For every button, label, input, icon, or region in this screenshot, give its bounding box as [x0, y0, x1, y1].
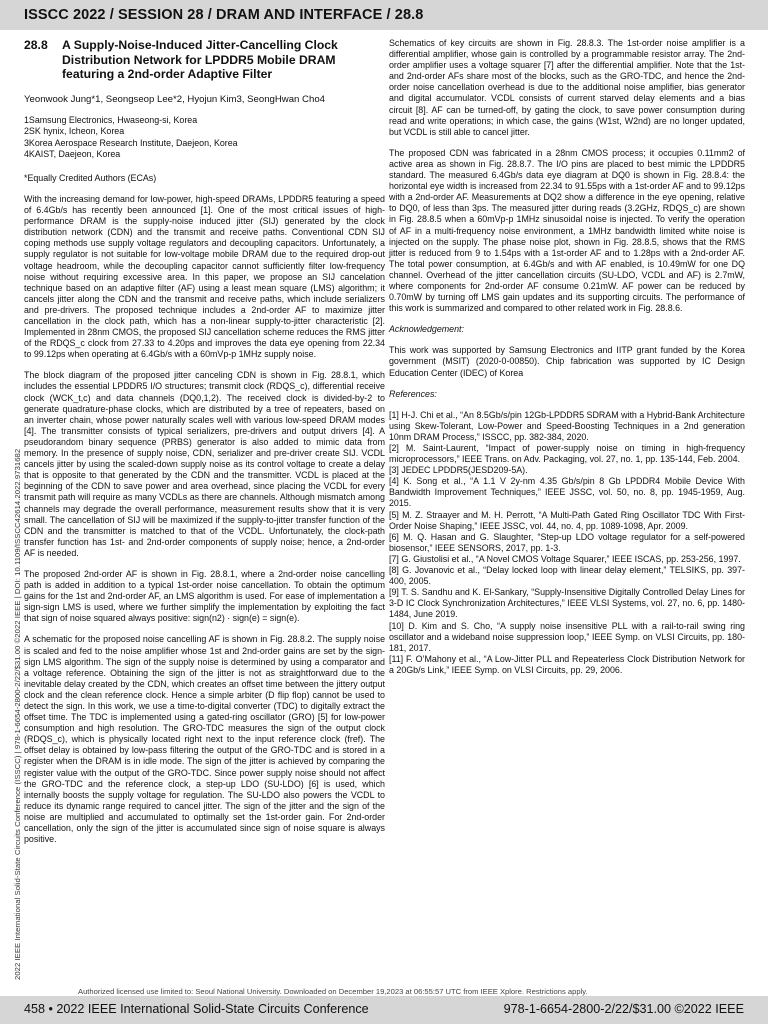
body-paragraph: A schematic for the proposed noise cancelling AF is shown in Fig. 28.8.2. The supply noise is scaled and fed to the noise amplifier whose 1st and 2nd-order gains are set by the sign-sign LMS algorithm. The sign of the supply noise is determined by using a comparator and a voltage reference. Obtaining the sign of the jitter is not as straightforward due to the inevitable delay created by the CDN, which creates an offset time between the jittery output clock and the clean reference clock. Hence a simple arbiter (D flip flop) cannot be used to detect the sign. In this work, we use a time-to-digital converter (TDC) to digitally extract the offset time. The TDC is implemented using a gated-ring oscillator (GRO) [5] for low-power consumption and high resolution. The GRO-TDC measures the sign of the output clock (RDQS_c), which is physically located right next to the input reference clock (fref). The offset delay is obtained by low-pass filtering the output of the GRO-TDC and is stored in a register when the DRAM is in idle mode. The sign of the jitter is achieved by comparing the register value with the output of the GRO-TDC. Since power supply noise should not affect the GRO-TDC and the reference clock, a step-up LDO (SU-LDO) [6] is used, which internally boosts the supply voltage for regulation. The SU-LDO also powers the VCDL to reduce its dynamic range required to cancel jitter. The sign of the jitter and the sign of the noise are multiplied and accumulated to optimally set the 1st-order gain. For 2nd-order cancellation, only the sign of the jitter is accumulated since sign of noise square is always positive. [24, 634, 385, 845]
acknowledgement-heading: Acknowledgement: [389, 324, 464, 335]
references-heading: References: [389, 388, 437, 399]
reference-item: [7] G. Giustolisi et al., “A Novel CMOS Voltage Squarer,” IEEE ISCAS, pp. 253-256, 1997. [389, 553, 741, 564]
license-notice: Authorized licensed use limited to: Seoul National University. Downloaded on December 19,2023 at 06:55:57 UTC from IEEE Xplore. Restrictions apply. [78, 987, 588, 996]
paper-title-block [24, 38, 385, 82]
reference-item: [8] G. Jovanovic et al., “Delay locked loop with linear delay element,” TELSIKS, pp. 397-400, 2005. [389, 565, 745, 587]
footer-right-text: 978-1-6654-2800-2/22/$31.00 ©2022 IEEE [503, 1002, 744, 1016]
paper-title: A Supply-Noise-Induced Jitter-Cancelling Clock Distribution Network for LPDDR5 Mobile DRAM featuring a 2nd-order Adaptive Filter [62, 38, 338, 82]
affiliation-4: 4KAIST, Daejeon, Korea [24, 149, 121, 160]
references-list [389, 410, 745, 676]
body-paragraph: With the increasing demand for low-power, high-speed DRAMs, LPDDR5 featuring a speed of 6.4Gb/s has recently been announced [1]. One of the most critical issues of high-performance DRAM is the supply-noise induced jitter (SIJ) generated by the clock distribution network (CDN) and the transmit and receive paths. Conventional CDN SIJ coping methods use supply voltage regulators and decoupling capacitors. Unfortunately, a supply regulator is not suitable for low-voltage mobile DRAM due to the required drop-out voltage headroom, while the decoupling capacitor cannot sufficiently filter low-frequency noise without requiring excessive area. In this paper, we propose an SIJ cancelation technique based on an adaptive filter (AF) using a least mean square (LMS) algorithm; it cancels jitter along the CDN and the transmit and receive paths, which include serializers and pre-drivers. The proposed technique includes a 2nd-order AF to maximize jitter cancellation in the clock path, which has a non-linear supply-to-jitter characteristic [2]. Implemented in 28nm CMOS, the proposed SIJ cancellation scheme reduces the RMS jitter of the RDQS_c clock from 27.33 to 4.20ps and improves the data eye opening from 22.34 to 99.12ps when operating at 6.4Gb/s with a 60mVp-p 1MHz supply noise. [24, 193, 385, 360]
reference-item: [3] JEDEC LPDDR5(JESD209-5A). [389, 465, 528, 476]
page-footer [0, 996, 768, 1024]
page-header [0, 0, 768, 30]
paper-authors: Yeonwook Jung*1, Seongseop Lee*2, Hyojun Kim3, SeongHwan Cho4 [24, 93, 325, 105]
reference-item: [6] M. Q. Hasan and G. Slaughter, “Step-up LDO voltage regulator for a self-powered biosensor,” IEEE SENSORS, 2017, pp. 1-3. [389, 531, 745, 553]
body-paragraph: The block diagram of the proposed jitter canceling CDN is shown in Fig. 28.8.1, which includes the essential LPDDR5 I/O structures; transmit clock (RDQS_c), differential receive clock (WCK_t,c) and data channels (DQ0,1,2). The received clock is divided-by-2 to generate quadrature-phase clocks, which are distributed by a tree of repeaters, based on an inverter chain, whose power naturally scales well with various low-speed DRAM modes [4]. The transmitter consists of typical serializers, pre-drivers and output drivers [4]. A pseudorandom binary sequence (PRBS) generator is also added to mimic data from memory. In the presence of supply noise, CDN, serializer and pre-driver create SIJ. VCDL cancels jitter by using the scaled-down supply noise as its control voltage to create a delay that is opposite to that generated by the CDN and the transmitter. VCDL is placed at the beginning of the CDN to save power and area overhead, since placing the VCDL for every transmit path will require as many VCDLs as there are channels. Although mismatch among channels may degrade the overall performance, measurement results show that it is very small. The cancellation of SIJ will be maximized if the supply-to-jitter transfer function of the CDN and the transmitter is matched to that of the VCDL. Unfortunately, the clock-path transfer function has 1st- and 2nd-order components of supply noise; hence, a 2nd-order AF is needed. [24, 370, 385, 558]
reference-item: [10] D. Kim and S. Cho, “A supply noise insensitive PLL with a rail-to-rail swing ring oscillator and a wideband noise suppression loop,” IEEE Symp. on VLSI Circuits, pp. 180-181, 2017. [389, 620, 745, 653]
reference-item: [4] K. Song et al., “A 1.1 V 2y-nm 4.35 Gb/s/pin 8 Gb LPDDR4 Mobile Device With Bandwidth Improvement Techniques,” IEEE JSSC, vol. 50, no. 8, pp. 1945-1959, Aug. 2015. [389, 476, 745, 509]
footer-left-text: 458 • 2022 IEEE International Solid-State Circuits Conference [24, 1002, 369, 1016]
left-column [24, 38, 385, 855]
reference-item: [9] T. S. Sandhu and K. El-Sankary, “Supply-Insensitive Digitally Controlled Delay Lines for 3-D IC Clock Synchronization Architectures,” IEEE VLSI Systems, vol. 27, no. 6, pp. 1480-1484, June 2019. [389, 587, 745, 620]
affiliation-3: 3Korea Aerospace Research Institute, Daejeon, Korea [24, 137, 238, 148]
reference-item: [5] M. Z. Straayer and M. H. Perrott, “A Multi-Path Gated Ring Oscillator TDC With First-Order Noise Shaping,” IEEE JSSC, vol. 44, no. 4, pp. 1089-1098, Apr. 2009. [389, 509, 745, 531]
right-column [389, 38, 745, 676]
affiliation-1: 1Samsung Electronics, Hwaseong-si, Korea [24, 114, 198, 125]
header-text: ISSCC 2022 / SESSION 28 / DRAM AND INTERFACE / 28.8 [24, 7, 424, 23]
body-paragraph: The proposed CDN was fabricated in a 28nm CMOS process; it occupies 0.11mm2 of active area as shown in Fig. 28.8.7. The I/O pins are placed to best mimic the LPDDR5 standard. The measured 6.4Gb/s data eye diagram at DQ0 is shown in Fig. 28.8.4: the horizontal eye width is increased from 22.34 to 91.55ps with a 1st-order AF and to 99.12ps with a 2nd-order AF. Measurements at DQ2 show a difference in the eye opening, relative to DQ0, of less than 3ps. The measured jitter during reads (3.2GHz, RDQS_c) are shown in Fig. 28.8.5 when a 60mVp-p 1MHz sinusoidal noise is injected. To verify the operation of AF in a multi-frequency noise environment, a 1MHz bandwidth limited white noise is injected on the supply. The phase noise plot, shown in Fig. 28.8.5, shows that the RMS jitter is reduced from 9 to 1.54ps with a 1st-order AF and to 1.28ps with a 2nd-order AF. The total power consumption, at 6.4Gb/s and with AF enabled, is 10.49mW for one DQ channel. Overhead of the jitter cancellation circuits (SU-LDO, VCDL and AF) is 2.7mW, where components for 2nd-order AF consume 0.21mW. AF power can be reduced by 0.70mW by turning off LMS gain updates and its supporting circuits. The performance of this work is summarized and compared to other related work in Fig. 28.8.6. [389, 147, 745, 314]
affiliations [24, 115, 385, 161]
body-paragraph: Schematics of key circuits are shown in Fig. 28.8.3. The 1st-order noise amplifier is a differential amplifier, whose gain is controlled by a programmable resistor array. The 2nd-order amplifier uses a voltage squarer [7] after the differential amplifier. Note that the 1st- and 2nd-order AFs share most of the blocks, such as the GRO-TDC, and hence the 2nd-order noise cancellation overhead is due to the additional noise amplifier, bias generator and digital accumulator. VCDL consists of current starved delay elements and a bias circuit [8]. AF can be turned-off, by gating the clock, to save power consumption during read and write operations; in which case, the gains (W1st, W2nd) are no longer updated, but VCDL is still able to cancel jitter. [389, 38, 745, 137]
body-paragraph: The proposed 2nd-order AF is shown in Fig. 28.8.1, where a 2nd-order noise cancelling path is added in addition to a typical 1st-order noise cancellation. To obtain the optimum gains for the 1st and 2nd-order AF, an LMS algorithm is used. For ease of implementation a sign-sign LMS is used, where we further simplify the implementation by exploiting the fact that sign of noise squared always positive: sign(n2) · sign(e) = sign(e). [24, 568, 385, 624]
affiliation-2: 2SK hynix, Icheon, Korea [24, 126, 125, 137]
paper-number: 28.8 [24, 38, 48, 52]
reference-item: [2] M. Saint-Laurent, “Impact of power-supply noise on timing in high-frequency microprocessors,” IEEE Trans. on Adv. Packaging, vol. 27, no. 1, pp. 135-144, Feb. 2004. [389, 443, 745, 465]
reference-item: [11] F. O’Mahony et al., “A Low-Jitter PLL and Repeaterless Clock Distribution Network for a 20Gb/s Link,” IEEE Symp. on VLSI Circuits, pp. 29, 2006. [389, 653, 745, 675]
side-copyright-note: 2022 IEEE International Solid-State Circuits Conference (ISSCC) | 978-1-6654-2800-2/22/$31.00 ©2022 IEEE | DOI: 10.1109/ISSCC42614.2022.9731682 [13, 448, 22, 980]
acknowledgement-text: This work was supported by Samsung Electronics and IITP grant funded by the Korea government (MSIT) (2020-0-00850). Chip fabrication was supported by IC Design Education Center (IDEC) of Korea [389, 345, 745, 378]
equal-credit-note: *Equally Credited Authors (ECAs) [24, 172, 157, 183]
reference-item: [1] H-J. Chi et al., “An 8.5Gb/s/pin 12Gb-LPDDR5 SDRAM with a Hybrid-Bank Architecture using Skew-Tolerant, Low-Power and Speed-Boosting Techniques in a 2nd generation 10nm DRAM Process,” ISSCC, pp. 382-384, 2020. [389, 409, 745, 442]
